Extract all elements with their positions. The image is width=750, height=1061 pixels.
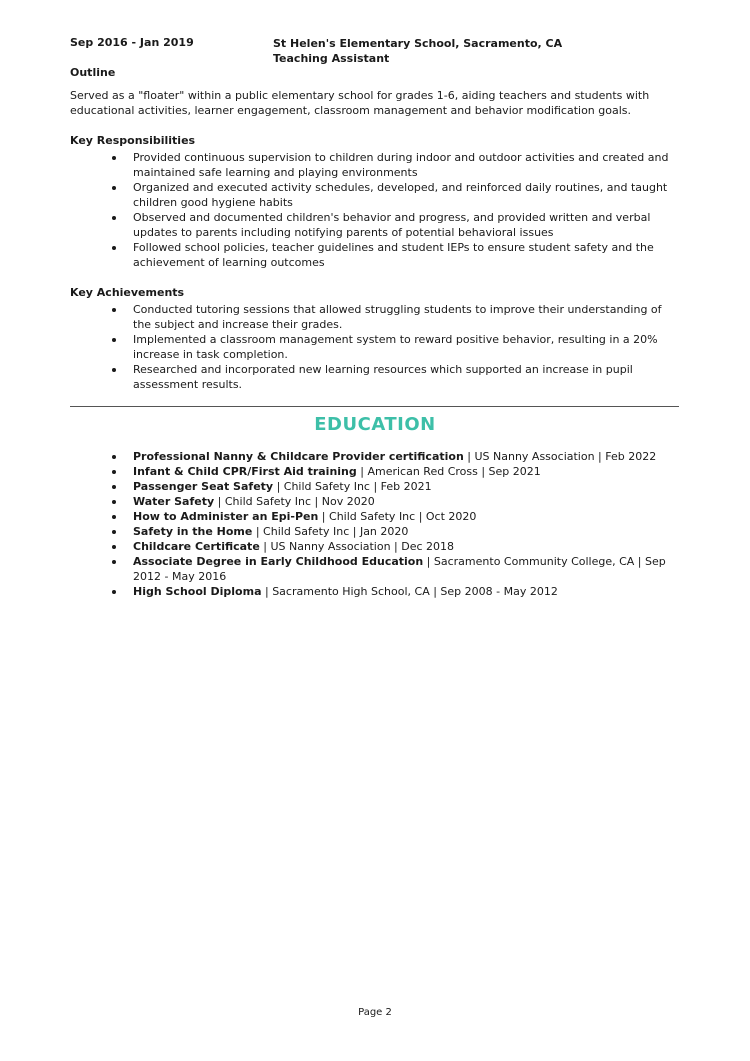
- education-item: [70, 539, 682, 554]
- education-item: [70, 509, 682, 524]
- job-title: Teaching Assistant: [273, 52, 390, 65]
- education-item-detail: | Child Safety Inc | Oct 2020: [318, 510, 477, 523]
- education-heading: EDUCATION: [314, 414, 436, 435]
- education-item: [70, 479, 682, 494]
- list-item: Implemented a classroom management system to reward positive behavior, resulting in a 20% increase in task completion.: [70, 332, 682, 362]
- education-item-detail: | Child Safety Inc | Feb 2021: [273, 480, 432, 493]
- education-item-name: Childcare Certificate: [133, 540, 260, 553]
- education-item-name: How to Administer an Epi-Pen: [133, 510, 319, 523]
- education-item-detail: | Sacramento Community College, CA | Sep 2012 - May 2016: [133, 555, 666, 583]
- education-item-detail: | US Nanny Association | Dec 2018: [259, 540, 455, 553]
- education-item: [70, 464, 682, 479]
- job-organization: St Helen's Elementary School, Sacramento, CA: [273, 37, 563, 50]
- education-item-detail: | US Nanny Association | Feb 2022: [463, 450, 657, 463]
- education-item-name: Safety in the Home: [133, 525, 253, 538]
- education-item: [70, 449, 682, 464]
- achievements-list: [70, 302, 682, 392]
- education-item-name: Professional Nanny & Childcare Provider certification: [133, 450, 464, 463]
- achievements-label: Key Achievements: [70, 286, 185, 299]
- list-item: Conducted tutoring sessions that allowed struggling students to improve their understanding of the subject and increase their grades.: [70, 302, 682, 332]
- section-divider: [70, 406, 679, 407]
- education-item-name: Passenger Seat Safety: [133, 480, 274, 493]
- list-item: Provided continuous supervision to children during indoor and outdoor activities and created and maintained safe learning and playing environments: [70, 150, 682, 180]
- education-item: [70, 494, 682, 509]
- responsibilities-label: Key Responsibilities: [70, 134, 196, 147]
- education-item-detail: | American Red Cross | Sep 2021: [356, 465, 541, 478]
- responsibilities-list: [70, 150, 682, 270]
- outline-label: Outline: [70, 66, 116, 79]
- list-item: Organized and executed activity schedules, developed, and reinforced daily routines, and taught children good hygiene habits: [70, 180, 682, 210]
- page-number: Page 2: [358, 1007, 392, 1018]
- education-item-detail: | Child Safety Inc | Jan 2020: [252, 525, 409, 538]
- education-item: [70, 584, 682, 599]
- job-dates: Sep 2016 - Jan 2019: [70, 36, 194, 49]
- education-item: [70, 554, 682, 584]
- education-item-detail: | Child Safety Inc | Nov 2020: [214, 495, 375, 508]
- education-item-name: High School Diploma: [133, 585, 262, 598]
- education-list: [70, 449, 682, 599]
- list-item: Researched and incorporated new learning resources which supported an increase in pupil assessment results.: [70, 362, 682, 392]
- education-item: [70, 524, 682, 539]
- education-item-detail: | Sacramento High School, CA | Sep 2008 - May 2012: [261, 585, 558, 598]
- list-item: Followed school policies, teacher guidelines and student IEPs to ensure student safety and the achievement of learning outcomes: [70, 240, 682, 270]
- education-item-name: Water Safety: [133, 495, 215, 508]
- job-org-block: [273, 36, 562, 66]
- education-item-name: Associate Degree in Early Childhood Education: [133, 555, 424, 568]
- outline-text: Served as a "floater" within a public elementary school for grades 1-6, aiding teachers and students with educational activities, learner engagement, classroom management and behavior modification goals.: [70, 89, 650, 117]
- education-item-name: Infant & Child CPR/First Aid training: [133, 465, 357, 478]
- list-item: Observed and documented children's behavior and progress, and provided written and verbal updates to parents including notifying parents of potential behavioral issues: [70, 210, 682, 240]
